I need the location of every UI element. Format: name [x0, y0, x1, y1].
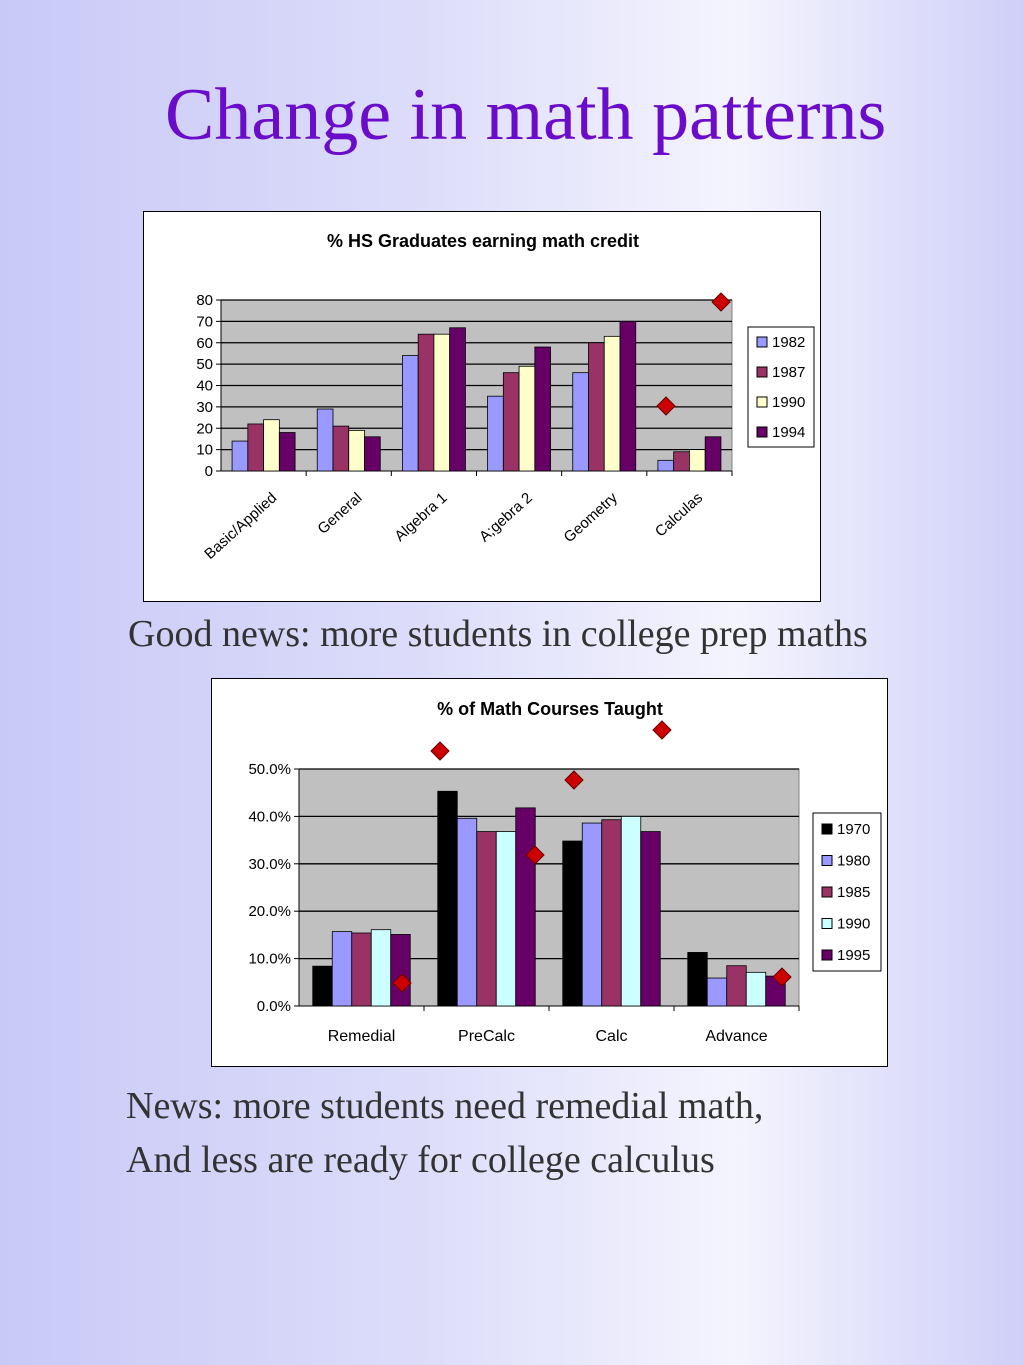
chart1-ytick-label: 20 — [196, 420, 213, 438]
chart2-bar — [602, 820, 622, 1006]
chart2-bar — [371, 930, 391, 1006]
chart1-bar — [573, 373, 589, 471]
chart1-bar — [705, 437, 721, 471]
chart1-svg — [144, 212, 822, 603]
chart2-category-label: Advance — [705, 1028, 768, 1045]
chart1-legend-label: 1987 — [772, 364, 806, 381]
chart1-legend-label: 1982 — [772, 334, 806, 351]
chart2-ytick-label: 40.0% — [248, 808, 291, 826]
chart1-ytick-label: 0 — [204, 463, 213, 480]
chart2-legend-swatch — [822, 824, 832, 834]
chart2-ytick-label: 50.0% — [248, 761, 291, 778]
chart1-ytick-label: 40 — [196, 377, 213, 395]
chart1-category-label: Basic/Applied — [201, 489, 281, 563]
chart1-legend-swatch — [757, 367, 767, 377]
chart1-bar — [248, 424, 264, 471]
chart2-bar — [746, 972, 766, 1006]
chart1-bar — [535, 347, 551, 471]
chart1-bar — [689, 450, 705, 471]
chart2-category-label: PreCalc — [458, 1028, 515, 1045]
chart1-bar — [333, 426, 349, 471]
chart1-ytick-label: 60 — [196, 334, 213, 352]
chart-hs-graduates — [143, 211, 821, 602]
chart2-diamond-marker — [431, 742, 449, 760]
chart1-ytick-label: 50 — [196, 356, 213, 374]
chart2-svg — [212, 679, 889, 1068]
chart1-bar — [519, 366, 535, 471]
chart1-bar — [402, 356, 418, 471]
caption-good-news: Good news: more students in college prep maths — [128, 613, 868, 655]
chart1-ytick-label: 70 — [196, 313, 213, 331]
chart2-bar — [477, 832, 497, 1006]
chart2-ytick-label: 0.0% — [256, 998, 291, 1015]
slide-title: Change in math patterns — [165, 74, 887, 156]
chart1-legend-swatch — [757, 397, 767, 407]
chart1-bar — [317, 409, 333, 471]
chart2-legend-label: 1995 — [837, 947, 871, 964]
chart1-ytick-label: 10 — [196, 441, 213, 459]
chart2-diamond-marker — [653, 721, 671, 739]
chart2-bar — [688, 952, 708, 1006]
chart2-bar — [391, 934, 411, 1006]
chart2-bar — [516, 808, 536, 1006]
chart2-legend-swatch — [822, 887, 832, 897]
chart2-category-label: Calc — [595, 1028, 628, 1045]
chart2-bar — [621, 816, 641, 1006]
chart2-bar — [352, 933, 372, 1006]
chart2-bar — [457, 818, 477, 1006]
chart2-bar — [641, 832, 661, 1006]
chart2-ytick-label: 20.0% — [248, 903, 291, 921]
chart2-category-label: Remedial — [327, 1028, 396, 1045]
chart2-bar — [332, 932, 352, 1006]
chart1-bar — [232, 441, 248, 471]
chart1-category-label: General — [314, 489, 366, 538]
chart1-bar — [450, 328, 466, 471]
chart1-bar — [264, 420, 280, 471]
chart1-category-label: A;gebra 2 — [476, 489, 536, 546]
chart2-ytick-label: 10.0% — [248, 950, 291, 968]
chart2-legend-label: 1990 — [837, 915, 871, 933]
chart1-category-label: Calculas — [651, 489, 707, 541]
chart1-bar — [658, 460, 674, 471]
chart1-title: % HS Graduates earning math credit — [326, 231, 640, 251]
chart1-ytick-label: 80 — [196, 292, 213, 309]
chart1-bar — [674, 452, 690, 471]
chart1-ytick-label: 30 — [196, 398, 213, 416]
chart2-legend-swatch — [822, 950, 832, 960]
chart2-bar — [707, 978, 727, 1006]
chart2-legend-swatch — [822, 919, 832, 929]
chart1-bar — [349, 430, 365, 471]
chart1-legend-label: 1994 — [772, 424, 806, 441]
chart1-bar — [418, 334, 434, 471]
caption-news-line2: And less are ready for college calculus — [126, 1139, 715, 1181]
chart2-ytick-label: 30.0% — [248, 855, 291, 873]
chart1-bar — [434, 334, 450, 471]
chart2-legend-label: 1980 — [837, 852, 871, 870]
chart1-bar — [620, 321, 636, 471]
chart1-bar — [279, 433, 295, 471]
chart2-title: % of Math Courses Taught — [437, 699, 663, 719]
chart-math-courses — [211, 678, 888, 1067]
chart2-legend-label: 1985 — [837, 884, 871, 901]
chart1-bar — [503, 373, 519, 471]
chart1-bar — [488, 396, 504, 471]
chart2-bar — [438, 791, 458, 1006]
chart1-bar — [588, 343, 604, 471]
chart1-category-label: Algebra 1 — [391, 489, 451, 545]
chart2-legend-swatch — [822, 856, 832, 866]
chart1-category-label: Geometry — [560, 489, 621, 547]
chart2-bar — [563, 841, 583, 1006]
chart1-bar — [365, 437, 381, 471]
caption-news-line1: News: more students need remedial math, — [126, 1085, 764, 1127]
chart2-bar — [727, 966, 747, 1006]
chart1-legend-label: 1990 — [772, 394, 806, 411]
chart1-bar — [604, 336, 620, 471]
chart1-legend-swatch — [757, 337, 767, 347]
chart2-legend-label: 1970 — [837, 821, 871, 838]
chart2-bar — [582, 823, 602, 1006]
chart2-bar — [313, 966, 333, 1006]
chart2-bar — [496, 832, 516, 1006]
chart1-legend-swatch — [757, 427, 767, 437]
